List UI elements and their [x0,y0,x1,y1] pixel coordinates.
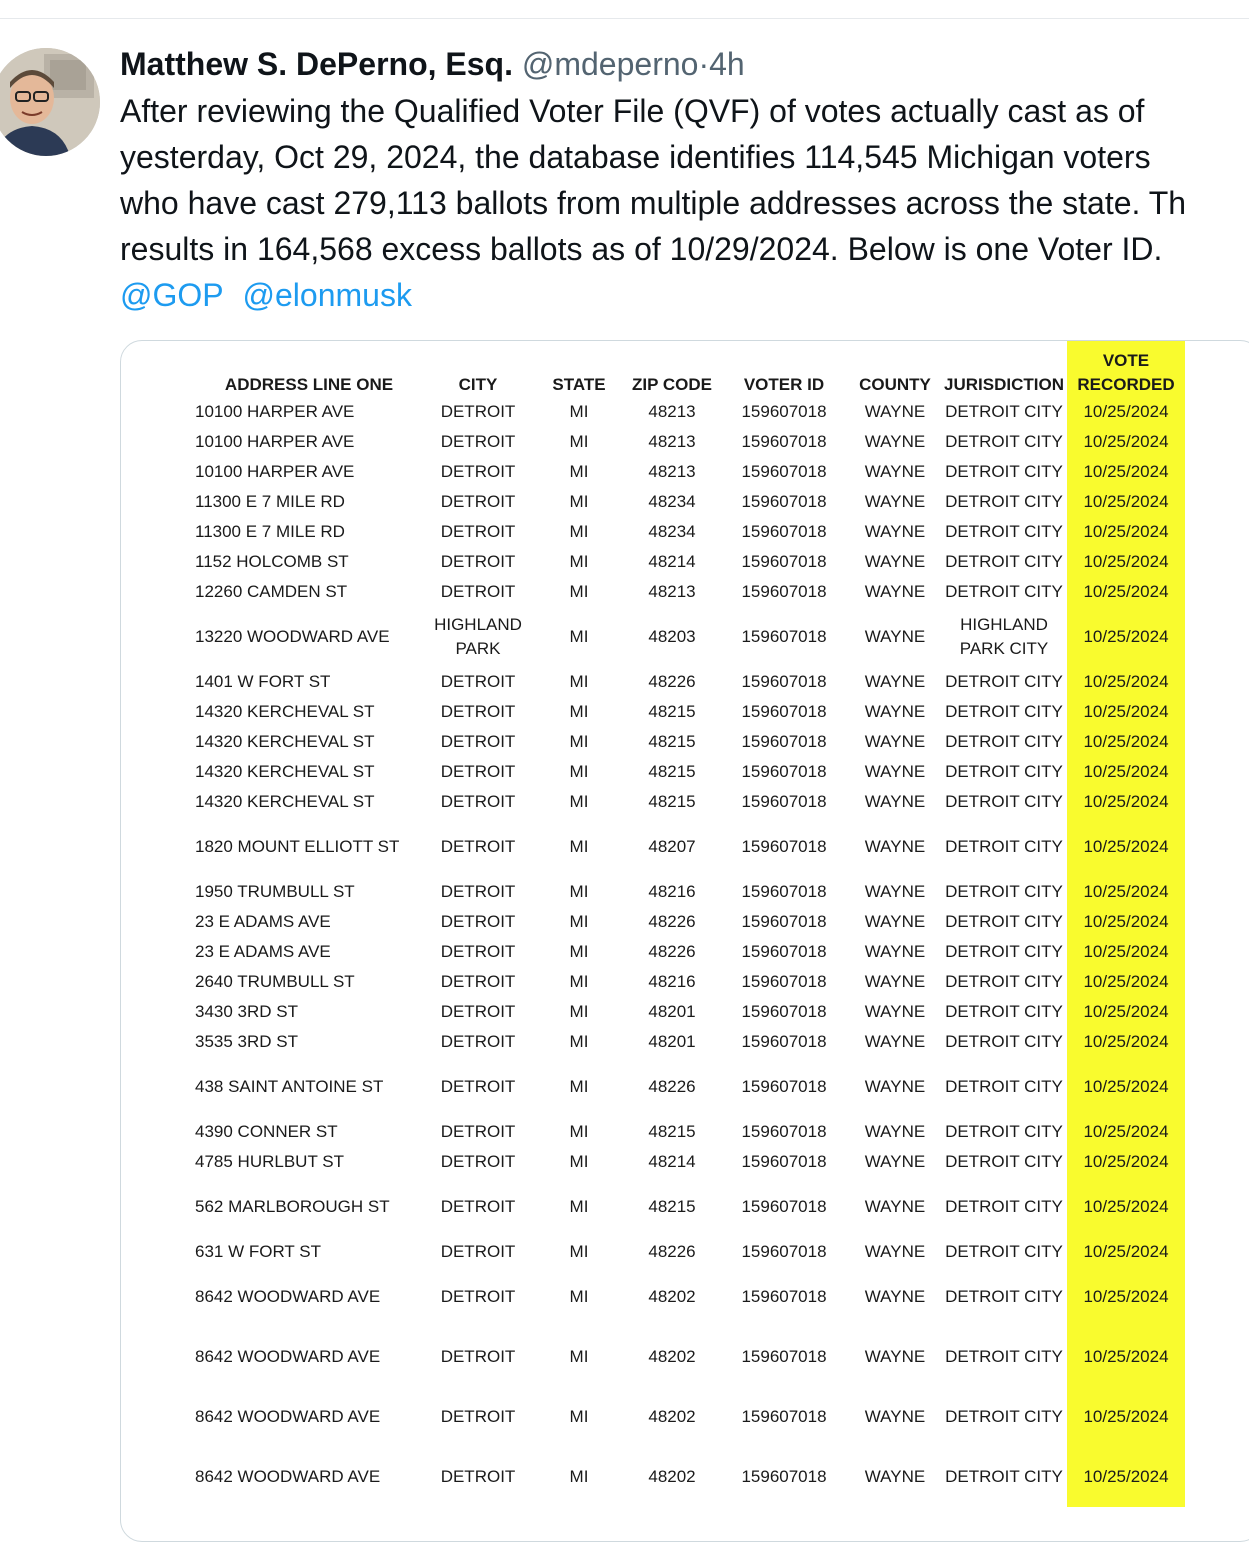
cell-zip: 48201 [648,1032,696,1051]
cell-jurisdiction: DETROIT CITY [945,462,1063,481]
cell-county: WAYNE [864,627,926,646]
cell-zip: 48207 [648,837,696,856]
cell-jurisdiction: DETROIT CITY [945,972,1063,991]
cell-voter-id: 159607018 [741,1467,827,1486]
cell-voter-id: 159607018 [741,1287,827,1306]
cell-address: 10100 HARPER AVE [195,402,355,421]
cell-jurisdiction: DETROIT CITY [945,882,1063,901]
cell-vote-recorded: 10/25/2024 [1067,1387,1185,1447]
cell-county: WAYNE [864,1122,926,1141]
header-city: CITY [458,375,498,394]
cell-vote-recorded: 10/25/2024 [1067,997,1185,1027]
cell-county: WAYNE [864,552,926,571]
cell-jurisdiction: DETROIT CITY [945,432,1063,451]
header-state: STATE [552,375,606,394]
cell-address: 11300 E 7 MILE RD [195,492,345,511]
cell-city: DETROIT [440,1197,516,1216]
cell-zip: 48202 [648,1467,696,1486]
cell-city: DETROIT [440,762,516,781]
cell-zip: 48226 [648,1077,696,1096]
cell-jurisdiction: DETROIT CITY [945,1287,1063,1306]
mentions [120,272,1249,318]
cell-jurisdiction: DETROIT CITY [945,942,1063,961]
cell-zip: 48226 [648,912,696,931]
table-row [187,457,1185,487]
cell-jurisdiction: DETROIT CITY [945,1152,1063,1171]
cell-address: 562 MARLBOROUGH ST [195,1197,390,1216]
table-header-row [187,341,1185,397]
table-row [187,787,1185,817]
cell-vote-recorded: 10/25/2024 [1067,937,1185,967]
cell-state: MI [569,1122,589,1141]
cell-address: 1950 TRUMBULL ST [195,882,355,901]
cell-voter-id: 159607018 [741,462,827,481]
cell-city: DETROIT [440,672,516,691]
cell-address: 14320 KERCHEVAL ST [195,732,375,751]
cell-jurisdiction: DETROIT CITY [945,1467,1063,1486]
cell-city: DETROIT [440,702,516,721]
cell-voter-id: 159607018 [741,402,827,421]
cell-address: 14320 KERCHEVAL ST [195,702,375,721]
cell-jurisdiction: DETROIT CITY [945,1347,1063,1366]
table-row [187,517,1185,547]
cell-voter-id: 159607018 [741,1407,827,1426]
cell-state: MI [569,1467,589,1486]
table-row [187,667,1185,697]
cell-state: MI [569,1077,589,1096]
cell-voter-id: 159607018 [741,1122,827,1141]
cell-address: 13220 WOODWARD AVE [195,627,390,646]
cell-address: 2640 TRUMBULL ST [195,972,355,991]
cell-jurisdiction: DETROIT CITY [945,702,1063,721]
cell-county: WAYNE [864,432,926,451]
cell-county: WAYNE [864,972,926,991]
cell-jurisdiction: DETROIT CITY [945,402,1063,421]
cell-state: MI [569,432,589,451]
cell-state: MI [569,1197,589,1216]
cell-vote-recorded: 10/25/2024 [1067,1057,1185,1117]
cell-city: DETROIT [440,552,516,571]
cell-vote-recorded: 10/25/2024 [1067,487,1185,517]
cell-voter-id: 159607018 [741,837,827,856]
cell-address: 4785 HURLBUT ST [195,1152,344,1171]
mention-elonmusk[interactable]: @elonmusk [242,277,412,313]
cell-zip: 48202 [648,1407,696,1426]
cell-address: 14320 KERCHEVAL ST [195,762,375,781]
cell-vote-recorded: 10/25/2024 [1067,757,1185,787]
cell-zip: 48213 [648,582,696,601]
cell-vote-recorded: 10/25/2024 [1067,1027,1185,1057]
cell-zip: 48215 [648,702,696,721]
cell-city: HIGHLAND PARK [434,615,522,658]
cell-vote-recorded: 10/25/2024 [1067,577,1185,607]
cell-city: DETROIT [440,1287,516,1306]
cell-city: DETROIT [440,432,516,451]
cell-jurisdiction: DETROIT CITY [945,1077,1063,1096]
table-row [187,997,1185,1027]
table-row [187,427,1185,457]
cell-zip: 48202 [648,1287,696,1306]
cell-address: 631 W FORT ST [195,1242,321,1261]
cell-voter-id: 159607018 [741,627,827,646]
cell-county: WAYNE [864,1152,926,1171]
cell-county: WAYNE [864,582,926,601]
cell-zip: 48215 [648,1197,696,1216]
cell-vote-recorded: 10/25/2024 [1067,547,1185,577]
cell-vote-recorded: 10/25/2024 [1067,817,1185,877]
cell-zip: 48226 [648,942,696,961]
table-row [187,397,1185,427]
cell-county: WAYNE [864,402,926,421]
cell-voter-id: 159607018 [741,912,827,931]
cell-vote-recorded: 10/25/2024 [1067,1237,1185,1267]
tweet-text: After reviewing the Qualified Voter File (QVF) of votes actually cast as of yesterday, Oct 29, 2024, the database identifies 114,545 Michigan voters who have cast 279,113 ballots from multiple addresses across the state. Th results in 164,568 excess ballots as of 10/29/2024. Below is one Voter ID. [120,93,1187,267]
cell-county: WAYNE [864,942,926,961]
cell-county: WAYNE [864,462,926,481]
cell-voter-id: 159607018 [741,552,827,571]
cell-state: MI [569,492,589,511]
cell-voter-id: 159607018 [741,492,827,511]
tweet-header [120,42,1249,86]
cell-voter-id: 159607018 [741,432,827,451]
cell-address: 4390 CONNER ST [195,1122,338,1141]
cell-vote-recorded: 10/25/2024 [1067,1177,1185,1237]
cell-vote-recorded: 10/25/2024 [1067,667,1185,697]
cell-city: DETROIT [440,582,516,601]
cell-voter-id: 159607018 [741,1347,827,1366]
cell-voter-id: 159607018 [741,1242,827,1261]
cell-address: 8642 WOODWARD AVE [195,1407,381,1426]
cell-county: WAYNE [864,522,926,541]
cell-voter-id: 159607018 [741,702,827,721]
cell-city: DETROIT [440,942,516,961]
cell-county: WAYNE [864,1002,926,1021]
cell-vote-recorded: 10/25/2024 [1067,517,1185,547]
cell-jurisdiction: DETROIT CITY [945,792,1063,811]
table-row [187,1237,1185,1267]
cell-state: MI [569,1347,589,1366]
cell-state: MI [569,762,589,781]
cell-vote-recorded: 10/25/2024 [1067,1147,1185,1177]
header-vote-recorded: VOTE RECORDED [1067,341,1185,397]
cell-vote-recorded: 10/25/2024 [1067,907,1185,937]
cell-zip: 48215 [648,762,696,781]
cell-state: MI [569,672,589,691]
cell-county: WAYNE [864,702,926,721]
cell-jurisdiction: HIGHLAND PARK CITY [959,615,1049,658]
cell-state: MI [569,462,589,481]
cell-county: WAYNE [864,672,926,691]
cell-state: MI [569,627,589,646]
cell-zip: 48203 [648,627,696,646]
cell-voter-id: 159607018 [741,672,827,691]
cell-city: DETROIT [440,1032,516,1051]
cell-county: WAYNE [864,792,926,811]
table-row [187,1057,1185,1117]
cell-address: 10100 HARPER AVE [195,432,355,451]
cell-address: 11300 E 7 MILE RD [195,522,345,541]
cell-zip: 48213 [648,402,696,421]
cell-state: MI [569,882,589,901]
cell-county: WAYNE [864,1347,926,1366]
cell-state: MI [569,552,589,571]
cell-voter-id: 159607018 [741,522,827,541]
table-row [187,1387,1185,1447]
table-row [187,937,1185,967]
avatar-photo [0,48,100,156]
cell-vote-recorded: 10/25/2024 [1067,1447,1185,1507]
cell-address: 8642 WOODWARD AVE [195,1287,381,1306]
header-voter-id: VOTER ID [743,375,825,394]
cell-address: 8642 WOODWARD AVE [195,1347,381,1366]
top-divider [0,18,1249,19]
cell-address: 10100 HARPER AVE [195,462,355,481]
cell-city: DETROIT [440,792,516,811]
cell-voter-id: 159607018 [741,762,827,781]
cell-county: WAYNE [864,837,926,856]
cell-voter-id: 159607018 [741,942,827,961]
header-jurisdiction: JURISDICTION [944,375,1064,394]
cell-state: MI [569,1287,589,1306]
cell-state: MI [569,732,589,751]
cell-city: DETROIT [440,1002,516,1021]
table-row [187,697,1185,727]
cell-vote-recorded: 10/25/2024 [1067,967,1185,997]
cell-city: DETROIT [440,1077,516,1096]
cell-voter-id: 159607018 [741,1032,827,1051]
cell-zip: 48202 [648,1347,696,1366]
cell-address: 3430 3RD ST [195,1002,298,1021]
cell-county: WAYNE [864,1032,926,1051]
cell-voter-id: 159607018 [741,1077,827,1096]
cell-voter-id: 159607018 [741,1002,827,1021]
cell-zip: 48213 [648,432,696,451]
cell-city: DETROIT [440,492,516,511]
cell-state: MI [569,1032,589,1051]
cell-state: MI [569,1407,589,1426]
cell-jurisdiction: DETROIT CITY [945,582,1063,601]
cell-zip: 48234 [648,522,696,541]
cell-county: WAYNE [864,762,926,781]
table-row [187,877,1185,907]
header-county: COUNTY [859,375,931,394]
cell-address: 8642 WOODWARD AVE [195,1467,381,1486]
cell-city: DETROIT [440,972,516,991]
cell-zip: 48216 [648,972,696,991]
header-address: ADDRESS LINE ONE [224,375,394,394]
cell-jurisdiction: DETROIT CITY [945,1407,1063,1426]
cell-jurisdiction: DETROIT CITY [945,1122,1063,1141]
cell-jurisdiction: DETROIT CITY [945,912,1063,931]
cell-city: DETROIT [440,1407,516,1426]
cell-zip: 48214 [648,552,696,571]
cell-city: DETROIT [440,732,516,751]
table-row [187,1117,1185,1147]
media-image[interactable] [120,340,1249,1542]
table-row [187,1267,1185,1327]
table-row [187,1027,1185,1057]
table-row [187,547,1185,577]
cell-vote-recorded: 10/25/2024 [1067,697,1185,727]
voter-table [187,341,1185,1507]
cell-city: DETROIT [440,837,516,856]
mention-gop[interactable]: @GOP [120,277,224,313]
cell-zip: 48215 [648,792,696,811]
cell-state: MI [569,582,589,601]
cell-city: DETROIT [440,1242,516,1261]
cell-voter-id: 159607018 [741,1197,827,1216]
cell-state: MI [569,972,589,991]
cell-zip: 48213 [648,462,696,481]
cell-zip: 48215 [648,1122,696,1141]
timestamp[interactable]: 4h [709,46,745,82]
cell-jurisdiction: DETROIT CITY [945,552,1063,571]
cell-city: DETROIT [440,1347,516,1366]
cell-voter-id: 159607018 [741,1152,827,1171]
cell-state: MI [569,702,589,721]
cell-zip: 48216 [648,882,696,901]
cell-state: MI [569,942,589,961]
cell-city: DETROIT [440,522,516,541]
cell-zip: 48226 [648,672,696,691]
cell-jurisdiction: DETROIT CITY [945,672,1063,691]
cell-vote-recorded: 10/25/2024 [1067,397,1185,427]
cell-zip: 48226 [648,1242,696,1261]
table-row [187,967,1185,997]
cell-address: 1820 MOUNT ELLIOTT ST [195,837,400,856]
cell-city: DETROIT [440,882,516,901]
tweet [120,42,1249,318]
cell-zip: 48214 [648,1152,696,1171]
table-row [187,577,1185,607]
cell-city: DETROIT [440,1152,516,1171]
table-row [187,817,1185,877]
cell-jurisdiction: DETROIT CITY [945,1197,1063,1216]
cell-address: 23 E ADAMS AVE [195,912,331,931]
cell-jurisdiction: DETROIT CITY [945,1242,1063,1261]
cell-jurisdiction: DETROIT CITY [945,732,1063,751]
cell-state: MI [569,1152,589,1171]
cell-address: 1152 HOLCOMB ST [195,552,349,571]
cell-county: WAYNE [864,1287,926,1306]
cell-county: WAYNE [864,1407,926,1426]
cell-county: WAYNE [864,732,926,751]
cell-county: WAYNE [864,882,926,901]
cell-address: 14320 KERCHEVAL ST [195,792,375,811]
cell-vote-recorded: 10/25/2024 [1067,877,1185,907]
table-row [187,757,1185,787]
cell-state: MI [569,402,589,421]
table-row [187,1327,1185,1387]
cell-zip: 48215 [648,732,696,751]
cell-county: WAYNE [864,1467,926,1486]
cell-vote-recorded: 10/25/2024 [1067,1327,1185,1387]
table-row [187,1177,1185,1237]
cell-county: WAYNE [864,1197,926,1216]
cell-jurisdiction: DETROIT CITY [945,1002,1063,1021]
separator-dot: · [698,46,710,82]
cell-voter-id: 159607018 [741,972,827,991]
cell-city: DETROIT [440,462,516,481]
cell-city: DETROIT [440,912,516,931]
table-row [187,1147,1185,1177]
cell-vote-recorded: 10/25/2024 [1067,607,1185,667]
cell-state: MI [569,1242,589,1261]
cell-zip: 48201 [648,1002,696,1021]
cell-jurisdiction: DETROIT CITY [945,1032,1063,1051]
cell-county: WAYNE [864,492,926,511]
cell-address: 12260 CAMDEN ST [195,582,348,601]
cell-jurisdiction: DETROIT CITY [945,492,1063,511]
cell-state: MI [569,912,589,931]
cell-vote-recorded: 10/25/2024 [1067,457,1185,487]
cell-city: DETROIT [440,1467,516,1486]
cell-state: MI [569,837,589,856]
cell-vote-recorded: 10/25/2024 [1067,727,1185,757]
avatar[interactable] [0,48,100,156]
cell-voter-id: 159607018 [741,882,827,901]
author-name[interactable]: Matthew S. DePerno, Esq. [120,46,513,82]
table-body [187,397,1185,1507]
cell-address: 3535 3RD ST [195,1032,298,1051]
cell-county: WAYNE [864,1242,926,1261]
cell-voter-id: 159607018 [741,792,827,811]
table-row [187,487,1185,517]
cell-vote-recorded: 10/25/2024 [1067,1267,1185,1327]
cell-state: MI [569,522,589,541]
cell-vote-recorded: 10/25/2024 [1067,427,1185,457]
cell-county: WAYNE [864,912,926,931]
cell-county: WAYNE [864,1077,926,1096]
cell-jurisdiction: DETROIT CITY [945,837,1063,856]
cell-vote-recorded: 10/25/2024 [1067,787,1185,817]
header-zip: ZIP CODE [632,375,712,394]
cell-jurisdiction: DETROIT CITY [945,762,1063,781]
table-row [187,907,1185,937]
table-row [187,727,1185,757]
cell-city: DETROIT [440,1122,516,1141]
cell-state: MI [569,1002,589,1021]
author-handle[interactable]: @mdeperno [521,46,699,82]
cell-vote-recorded: 10/25/2024 [1067,1117,1185,1147]
table-row [187,1447,1185,1507]
cell-state: MI [569,792,589,811]
cell-zip: 48234 [648,492,696,511]
cell-voter-id: 159607018 [741,732,827,751]
cell-jurisdiction: DETROIT CITY [945,522,1063,541]
cell-address: 1401 W FORT ST [195,672,331,691]
cell-city: DETROIT [440,402,516,421]
cell-address: 438 SAINT ANTOINE ST [195,1077,384,1096]
cell-address: 23 E ADAMS AVE [195,942,331,961]
table-row [187,607,1185,667]
cell-voter-id: 159607018 [741,582,827,601]
